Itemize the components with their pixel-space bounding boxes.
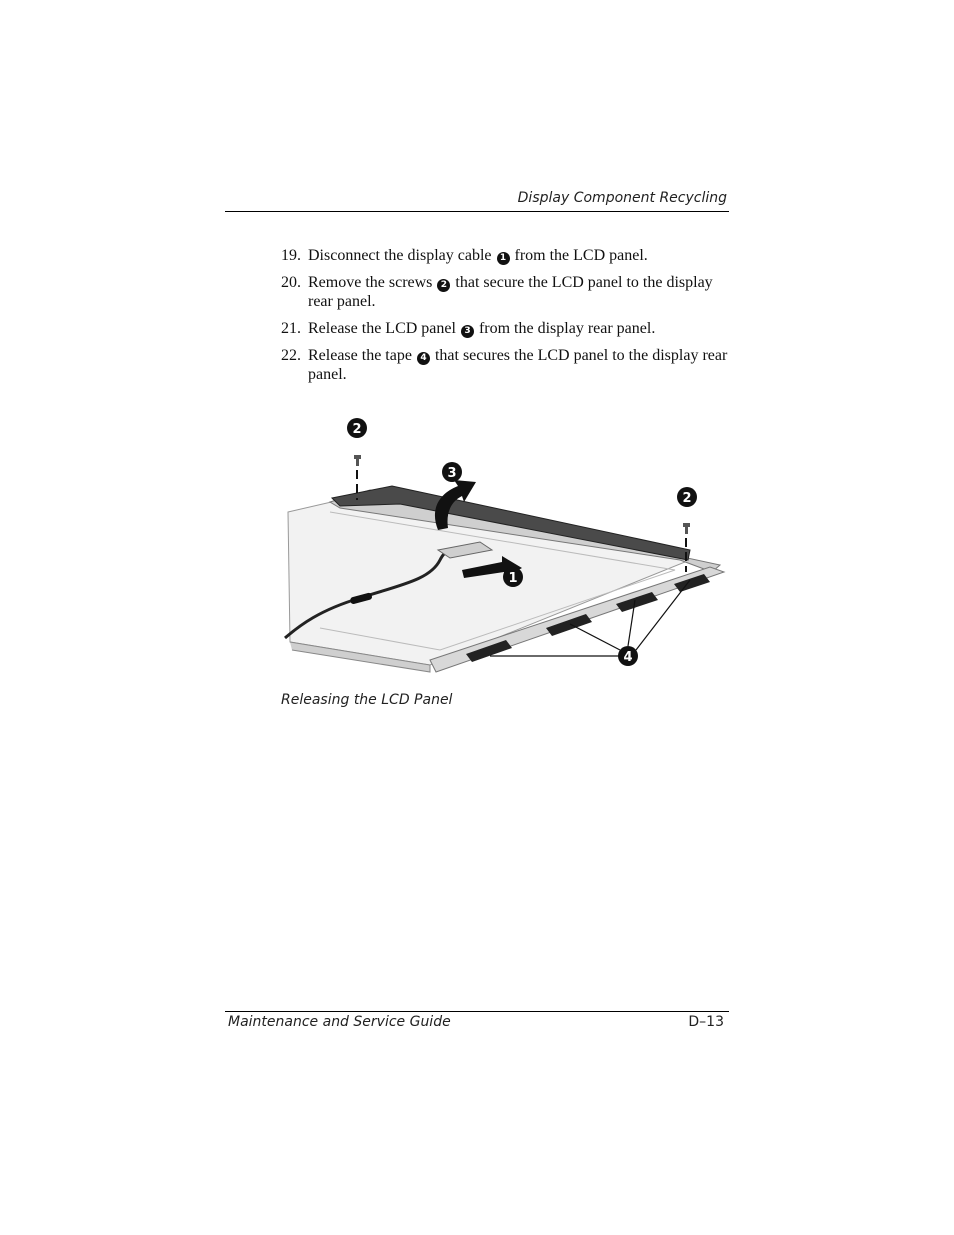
- screw-right-icon: [683, 523, 690, 572]
- step-text: Remove the screws: [308, 274, 433, 291]
- step-text: from the LCD panel.: [514, 247, 648, 264]
- step-19: [281, 246, 731, 265]
- procedure-steps: [281, 246, 731, 392]
- figure-callout-label: 3: [447, 466, 457, 481]
- figure-callout-label: 4: [623, 650, 633, 665]
- figure-callout-2-right-icon: [677, 487, 697, 507]
- figure-callout-4-icon: [618, 646, 638, 666]
- step-text: that secure the LCD panel to the display rear panel.: [308, 274, 713, 310]
- callout-1-icon: 1: [497, 252, 510, 265]
- figure-callout-2-left-icon: [347, 418, 367, 438]
- callout-4-icon: 4: [417, 352, 430, 365]
- step-text: Disconnect the display cable: [308, 247, 492, 264]
- leader-line: [570, 624, 620, 650]
- step-22: [281, 346, 731, 384]
- lcd-panel-illustration: [280, 410, 728, 680]
- step-text: Release the LCD panel: [308, 320, 456, 337]
- step-text: Release the tape: [308, 347, 412, 364]
- figure-callout-3-icon: [442, 462, 462, 482]
- figure-callout-1-icon: [503, 567, 523, 587]
- figure-caption: Releasing the LCD Panel: [281, 692, 453, 708]
- footer-rule: [225, 1011, 729, 1012]
- step-number: 20.: [281, 274, 301, 291]
- figure-callout-label: 1: [508, 571, 518, 586]
- step-number: 21.: [281, 320, 301, 337]
- step-20: [281, 273, 731, 311]
- callout-2-icon: 2: [437, 279, 450, 292]
- header-rule: [225, 211, 729, 212]
- footer-guide-title: Maintenance and Service Guide: [228, 1014, 451, 1030]
- figure-callout-label: 2: [682, 491, 692, 506]
- step-number: 19.: [281, 247, 301, 264]
- figure-callout-label: 2: [352, 422, 362, 437]
- step-text: from the display rear panel.: [478, 320, 656, 337]
- step-21: [281, 319, 731, 338]
- step-text: that secures the LCD panel to the display rear panel.: [308, 347, 728, 383]
- callout-3-icon: 3: [461, 325, 474, 338]
- running-header: Display Component Recycling: [517, 190, 727, 206]
- page-number: D–13: [688, 1014, 724, 1030]
- step-number: 22.: [281, 347, 301, 364]
- lcd-panel-drawing: [280, 410, 728, 680]
